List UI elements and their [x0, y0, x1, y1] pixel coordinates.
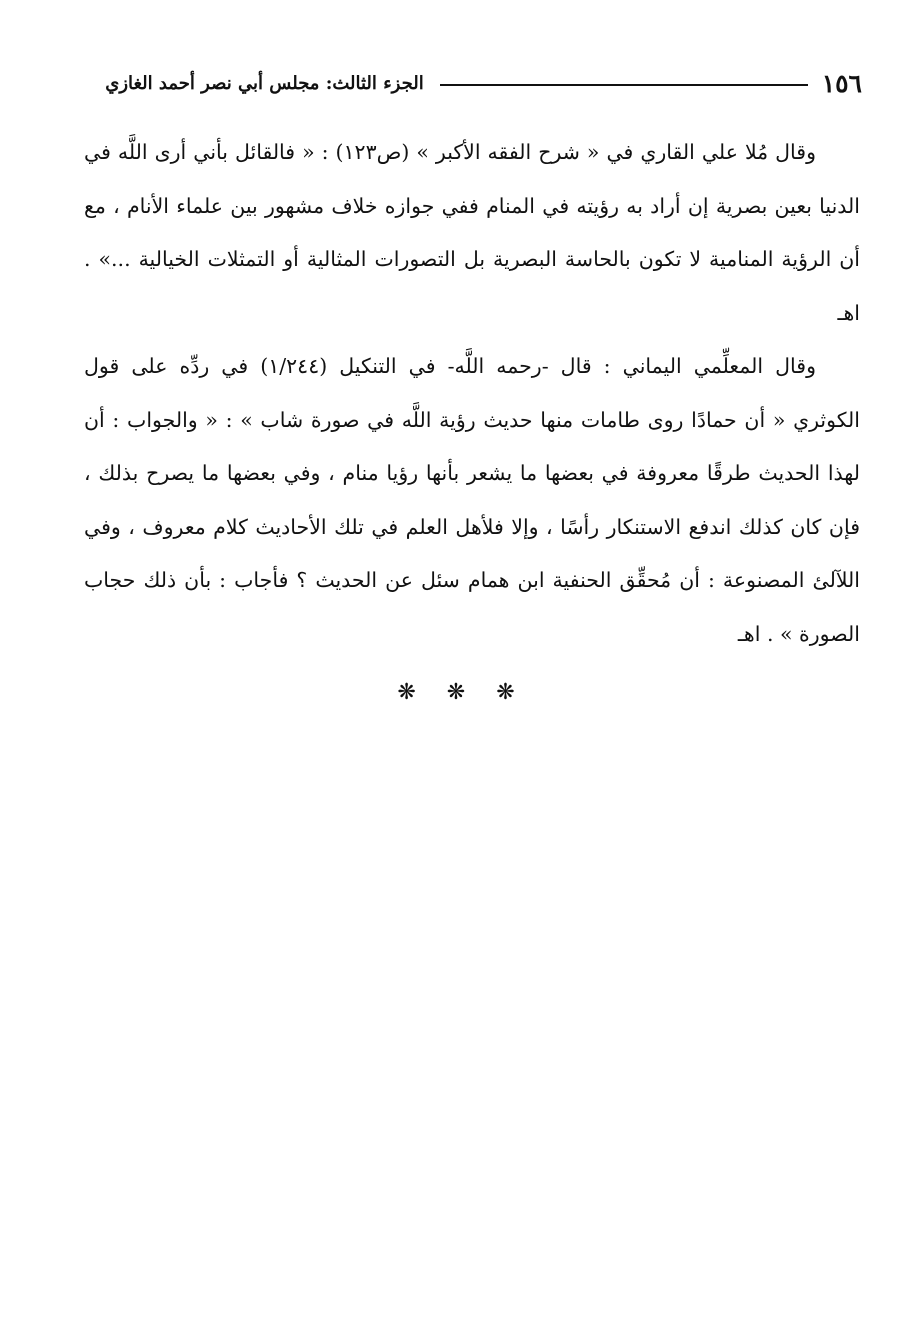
section-separator-stars: ❋ ❋ ❋ [397, 680, 527, 705]
body-text [84, 126, 860, 661]
page-number: ١٥٦ [821, 68, 862, 98]
running-title: الجزء الثالث: مجلس أبي نصر أحمد الغازي [105, 72, 424, 94]
header-rule [440, 84, 808, 86]
paragraph-2: وقال المعلِّمي اليماني : قال -رحمه اللَّه- في التنكيل (١/٢٤٤) في ردِّه على قول الكوثري « أن حمادًا روى طامات منها حديث رؤية اللَّه في صورة شاب » : « والجواب : أن لهذا الحديث طرقًا معروفة في بعضها ما يشعر بأنها رؤيا منام ، وفي بعضها ما يصرح بذلك ، فإن كان كذلك اندفع الاستنكار رأسًا ، وإلا فلأهل العلم في تلك الأحاديث كلام معروف ، وفي اللآلئ المصنوعة : أن مُحقِّق الحنفية ابن همام سئل عن الحديث ؟ فأجاب : بأن ذلك حجاب الصورة » . اهـ [84, 354, 860, 646]
paragraph-1: وقال مُلا علي القاري في « شرح الفقه الأكبر » (ص١٢٣) : « فالقائل بأني أرى اللَّه في الدنيا بعين بصرية إن أراد به رؤيته في المنام ففي جوازه خلاف مشهور بين علماء الأنام ، مع أن الرؤية المنامية لا تكون بالحاسة البصرية بل التصورات المثالية أو التمثلات الخيالية ...» . اهـ [84, 140, 860, 325]
running-header [80, 66, 862, 100]
